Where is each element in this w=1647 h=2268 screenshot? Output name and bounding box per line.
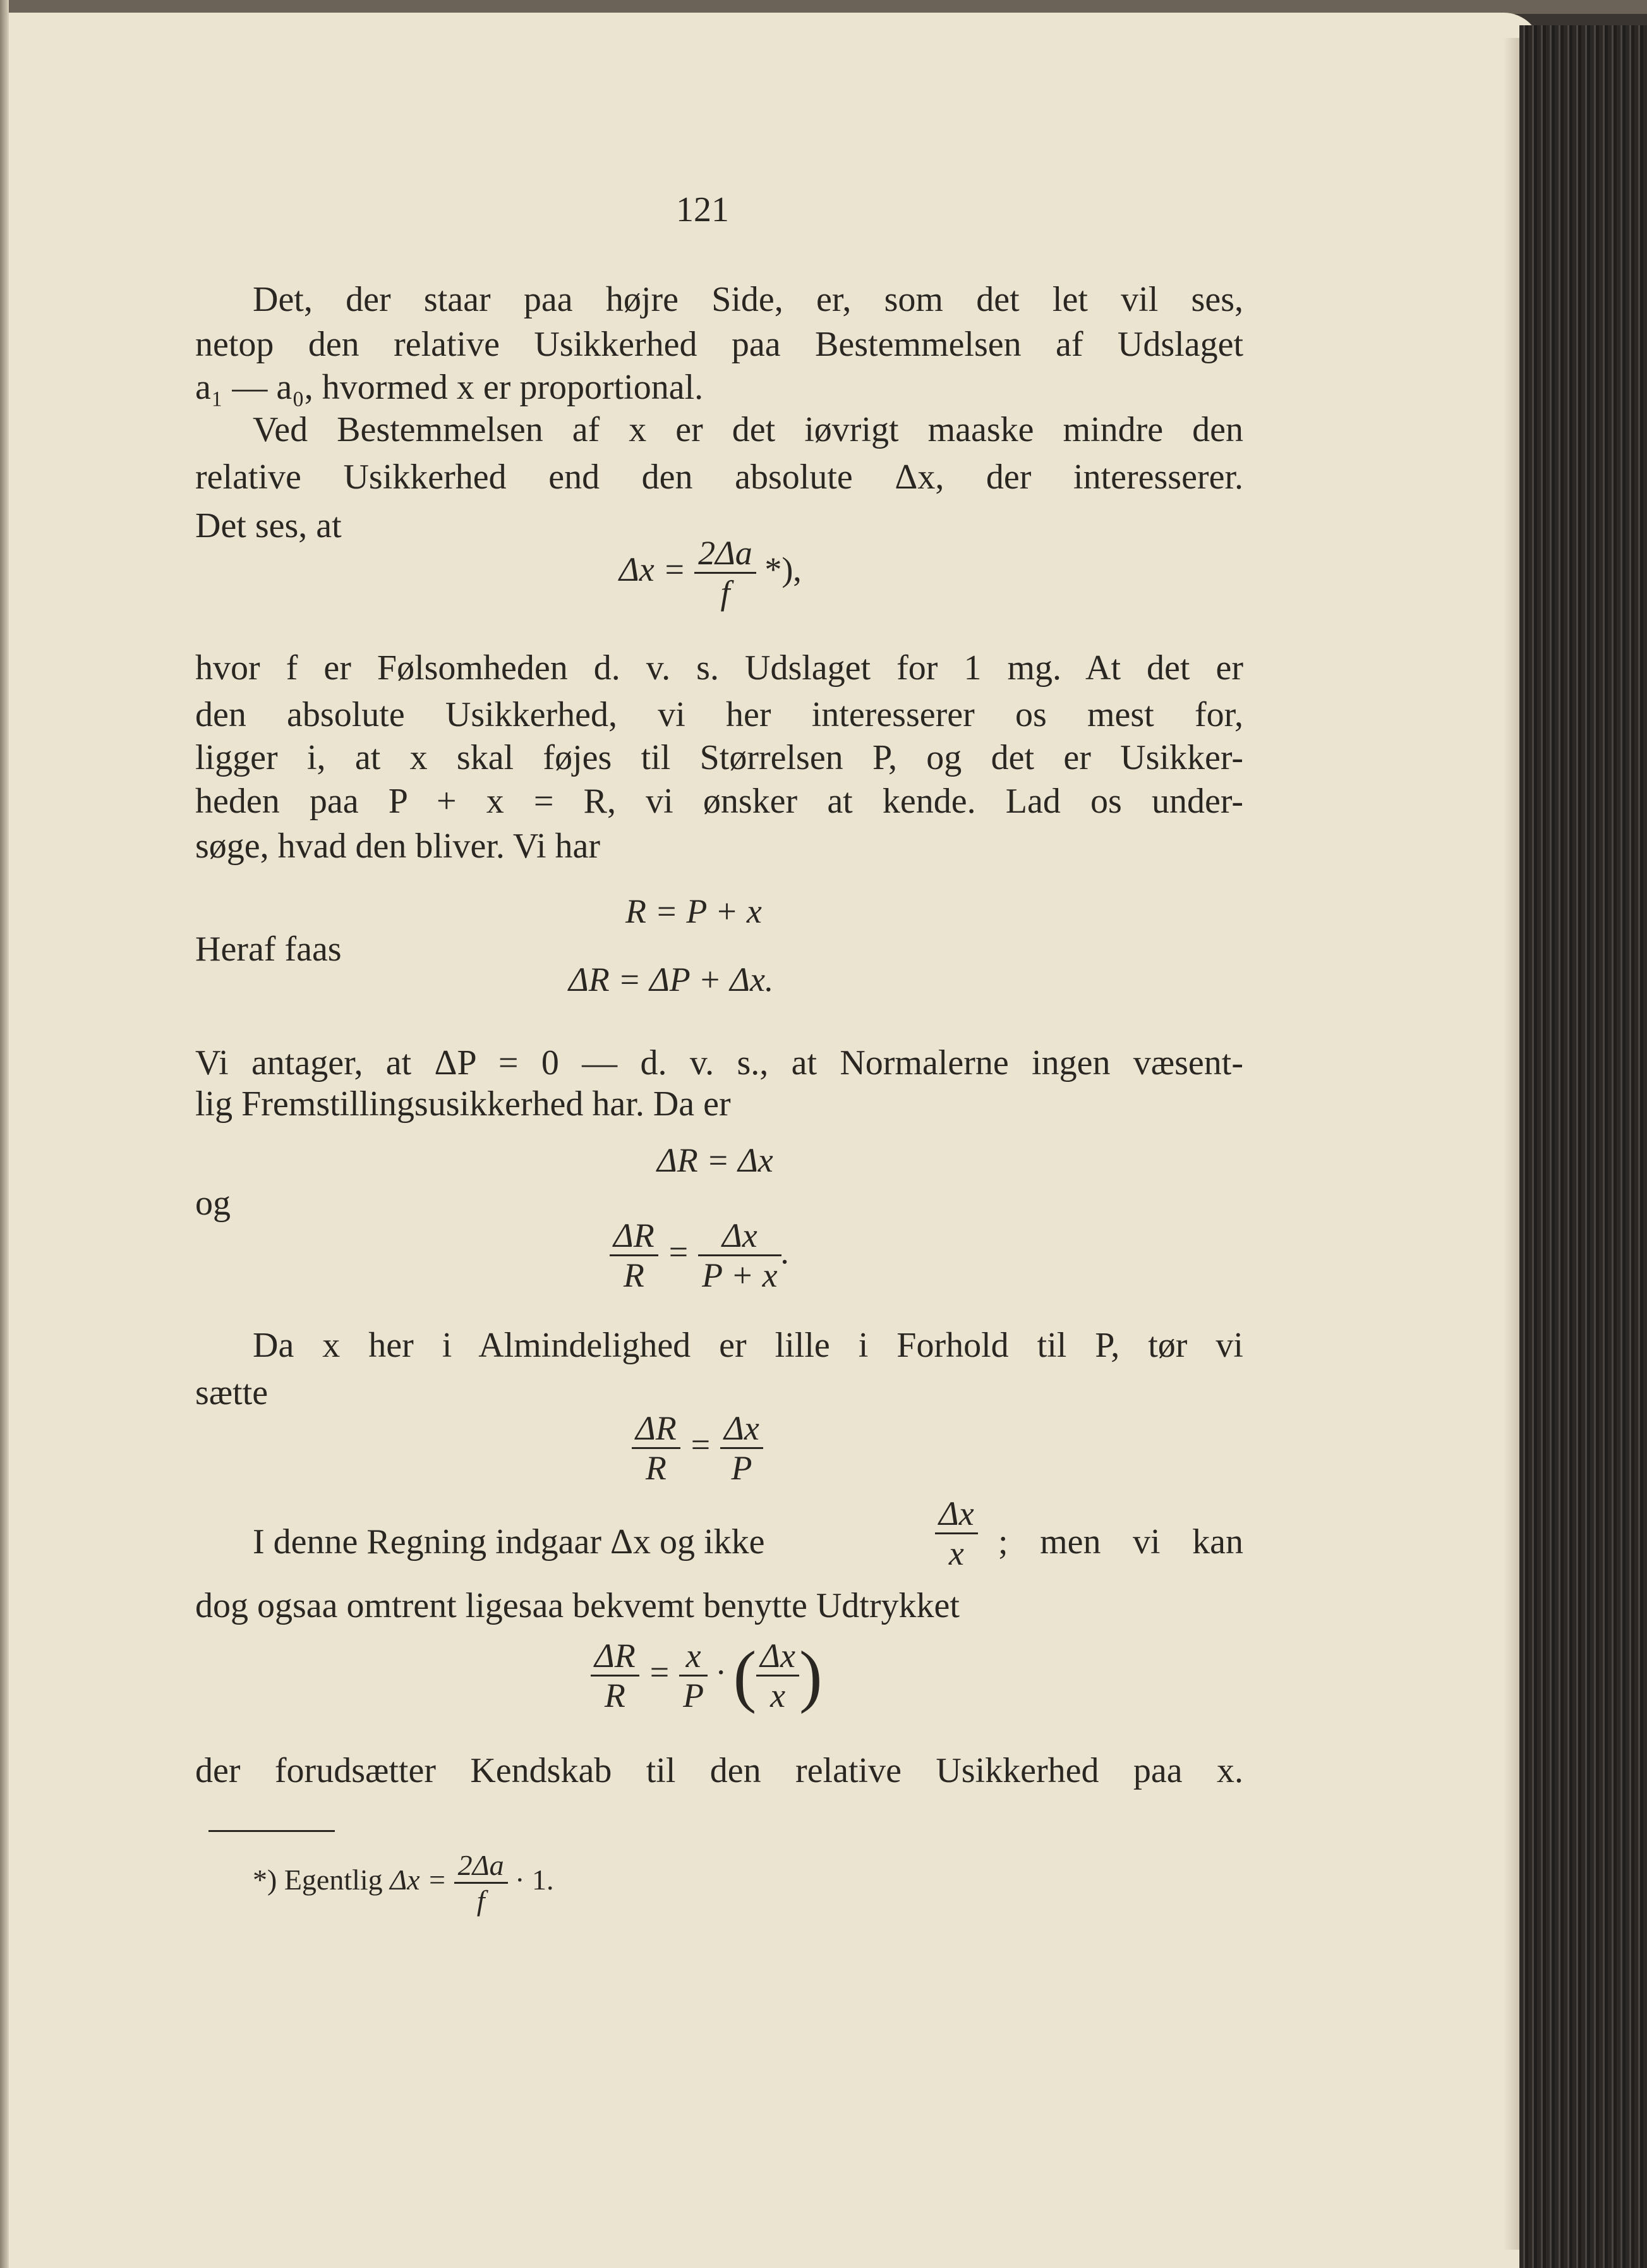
numerator: Δx xyxy=(698,1216,781,1256)
multiply-dot: · xyxy=(716,1652,725,1691)
text-line: ligger i, at x skal føjes til Størrelsen P, og det er Usikker- xyxy=(195,738,1243,777)
text-line: sætte xyxy=(195,1373,268,1412)
numerator: ΔR xyxy=(610,1216,658,1256)
equation-delta-r: ΔR = ΔP + Δx. xyxy=(569,961,774,998)
paren-right-icon: ) xyxy=(799,1637,823,1714)
text-line: Da x her i Almindelighed er lille i Forhold til P, tør vi xyxy=(253,1326,1243,1365)
period: . xyxy=(781,1232,790,1271)
denominator: R xyxy=(623,1256,644,1294)
equation-dx xyxy=(619,534,802,612)
text-line: lig Fremstillingsusikkerhed har. Da er xyxy=(195,1084,731,1124)
page-number: 121 xyxy=(676,190,729,229)
eq-lhs: Δx = xyxy=(619,550,686,588)
footnote-lhs: Δx = xyxy=(390,1864,447,1896)
numerator: Δx xyxy=(756,1637,799,1677)
denominator: P xyxy=(731,1449,752,1487)
text-line: relative Usikkerhed end den absolute Δx, der interesserer. xyxy=(195,458,1243,497)
equals: = xyxy=(689,1425,712,1464)
equals: = xyxy=(667,1232,690,1271)
fraction xyxy=(756,1637,799,1714)
inline-fraction xyxy=(935,1495,978,1572)
denominator: x xyxy=(948,1534,964,1572)
numerator: ΔR xyxy=(632,1409,680,1449)
fraction xyxy=(610,1216,658,1294)
denominator: x xyxy=(770,1677,786,1714)
book-page-edges xyxy=(1519,25,1647,2268)
fraction xyxy=(935,1495,978,1572)
text-line: og xyxy=(195,1184,231,1223)
footnote-rule xyxy=(208,1830,335,1832)
text-line: Ved Bestemmelsen af x er det iøvrigt maaske mindre den xyxy=(253,410,1243,449)
denominator: f xyxy=(476,1884,485,1917)
footnote-tail: · 1. xyxy=(515,1864,554,1896)
numerator: ΔR xyxy=(591,1637,639,1677)
equation-approx xyxy=(632,1409,763,1487)
fraction xyxy=(679,1637,708,1714)
footnote xyxy=(253,1848,553,1917)
text-line: dog ogsaa omtrent ligesaa bekvemt benytte Udtrykket xyxy=(195,1586,960,1625)
numerator: Δx xyxy=(935,1495,978,1534)
denominator: R xyxy=(604,1677,625,1714)
text-line: hvor f er Følsomheden d. v. s. Udslaget for 1 mg. At det er xyxy=(195,648,1243,688)
fraction xyxy=(698,1216,781,1294)
text-line: Vi antager, at ΔP = 0 — d. v. s., at Normalerne ingen væsent- xyxy=(195,1043,1243,1082)
fraction xyxy=(591,1637,639,1714)
text-line: netop den relative Usikkerhed paa Bestemmelsen af Udslaget xyxy=(195,325,1243,364)
text-line: Det, der staar paa højre Side, er, som det let vil ses, xyxy=(253,280,1243,319)
denominator: P xyxy=(683,1677,704,1714)
book-top-edge xyxy=(0,0,1647,14)
fraction xyxy=(694,534,756,612)
denominator: P + x xyxy=(702,1256,778,1294)
text-line: heden paa P + x = R, vi ønsker at kende. Lad os under- xyxy=(195,782,1243,821)
numerator: 2Δa xyxy=(694,534,756,574)
numerator: x xyxy=(679,1637,708,1677)
text-line: ; men vi kan xyxy=(998,1522,1243,1562)
denominator: f xyxy=(720,574,730,612)
text-line: a₁ — a₀, hvormed x er proportional. xyxy=(195,368,704,407)
numerator: 2Δa xyxy=(454,1848,508,1884)
fraction xyxy=(720,1409,763,1487)
text-line: der forudsætter Kendskab til den relative Usikkerhed paa x. xyxy=(195,1751,1243,1790)
equation-dr-dx: ΔR = Δx xyxy=(657,1141,773,1179)
fraction xyxy=(454,1848,508,1917)
page-left-edge xyxy=(0,0,9,2268)
text-line: Det ses, at xyxy=(195,506,342,545)
text-line: I denne Regning indgaar Δx og ikke xyxy=(253,1522,765,1562)
text-line: Heraf faas xyxy=(195,930,342,969)
text-line: søge, hvad den bliver. Vi har xyxy=(195,827,601,866)
numerator: Δx xyxy=(720,1409,763,1449)
equation-ratio xyxy=(610,1216,790,1294)
equals: = xyxy=(648,1652,671,1691)
equation-r: R = P + x xyxy=(625,892,762,930)
equation-expression xyxy=(591,1637,823,1714)
footnote-prefix: *) Egentlig xyxy=(253,1864,383,1896)
denominator: R xyxy=(645,1449,667,1487)
fraction xyxy=(632,1409,680,1487)
paren-left-icon: ( xyxy=(733,1637,757,1714)
text-line: den absolute Usikkerhed, vi her interesserer os mest for, xyxy=(195,695,1243,734)
footnote-ref: *), xyxy=(764,550,802,588)
